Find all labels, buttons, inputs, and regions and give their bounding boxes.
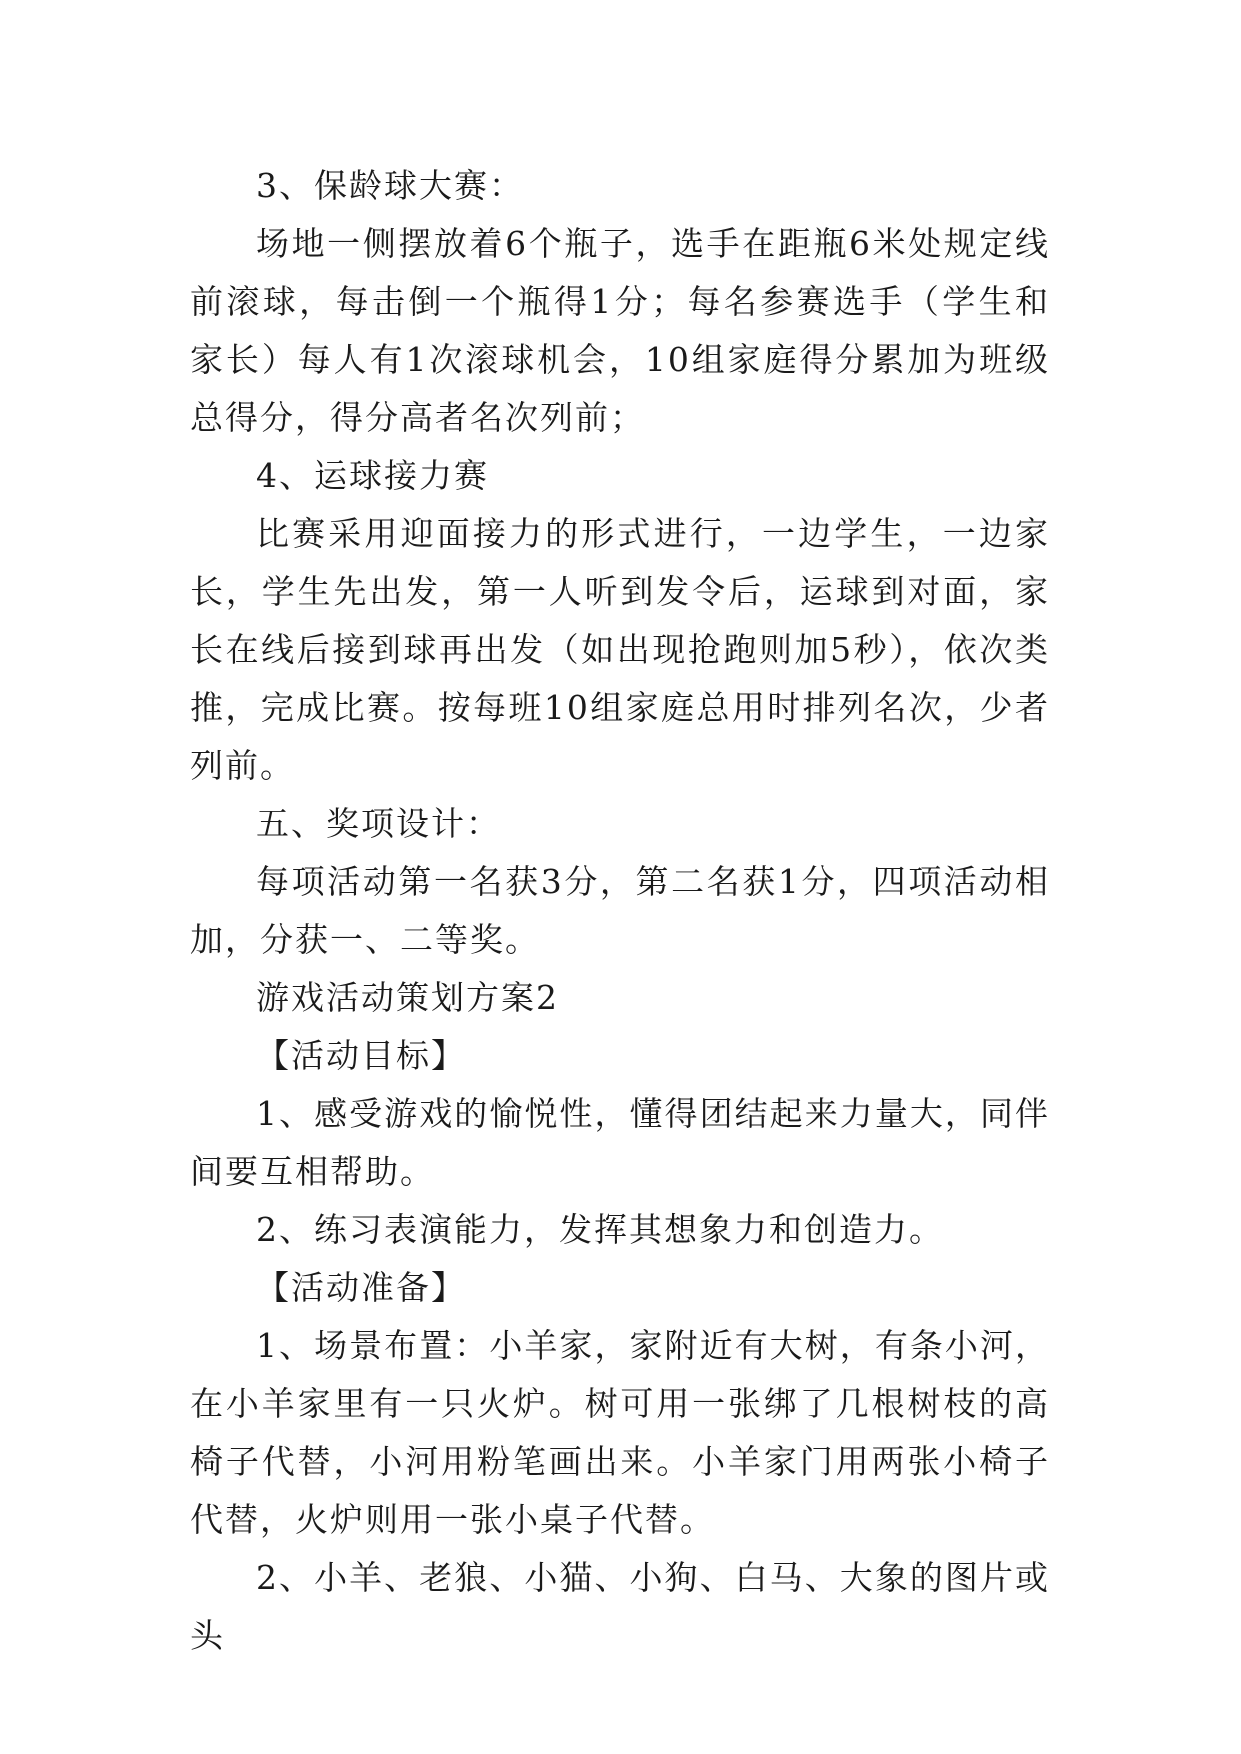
paragraph-relay-rules: 比赛采用迎面接力的形式进行，一边学生，一边家长，学生先出发，第一人听到发令后，运球到对面，家长在线后接到球再出发（如出现抢跑则加5秒），依次类推，完成比赛。按每班10组家庭总用时排列名次，少者列前。 [190, 514, 1050, 785]
paragraph-plan-2-title: 游戏活动策划方案2 [256, 978, 559, 1017]
paragraph-awards-heading: 五、奖项设计： [256, 804, 501, 843]
paragraph-preparation-heading: 【活动准备】 [256, 1268, 466, 1307]
paragraph-goal-2: 2、练习表演能力，发挥其想象力和创造力。 [256, 1210, 944, 1249]
paragraph-preparation-1: 1、场景布置：小羊家，家附近有大树，有条小河，在小羊家里有一只火炉。树可用一张绑了几根树枝的高椅子代替，小河用粉笔画出来。小羊家门用两张小椅子代替，火炉则用一张小桌子代替。 [190, 1326, 1050, 1539]
paragraph-bowling-rules: 场地一侧摆放着6个瓶子，选手在距瓶6米处规定线前滚球，每击倒一个瓶得1分；每名参赛选手（学生和家长）每人有1次滚球机会，10组家庭得分累加为班级总得分，得分高者名次列前； [190, 224, 1050, 437]
paragraph-bowling-heading: 3、保龄球大赛： [256, 166, 524, 205]
document-body [190, 157, 1050, 1665]
paragraph-goals-heading: 【活动目标】 [256, 1036, 466, 1075]
paragraph-preparation-2: 2、小羊、老狼、小猫、小狗、白马、大象的图片或头 [190, 1558, 1050, 1655]
paragraph-awards-rules: 每项活动第一名获3分，第二名获1分，四项活动相加，分获一、二等奖。 [190, 862, 1050, 959]
paragraph-goal-1: 1、感受游戏的愉悦性，懂得团结起来力量大，同伴间要互相帮助。 [190, 1094, 1050, 1191]
paragraph-relay-heading: 4、运球接力赛 [256, 456, 489, 495]
